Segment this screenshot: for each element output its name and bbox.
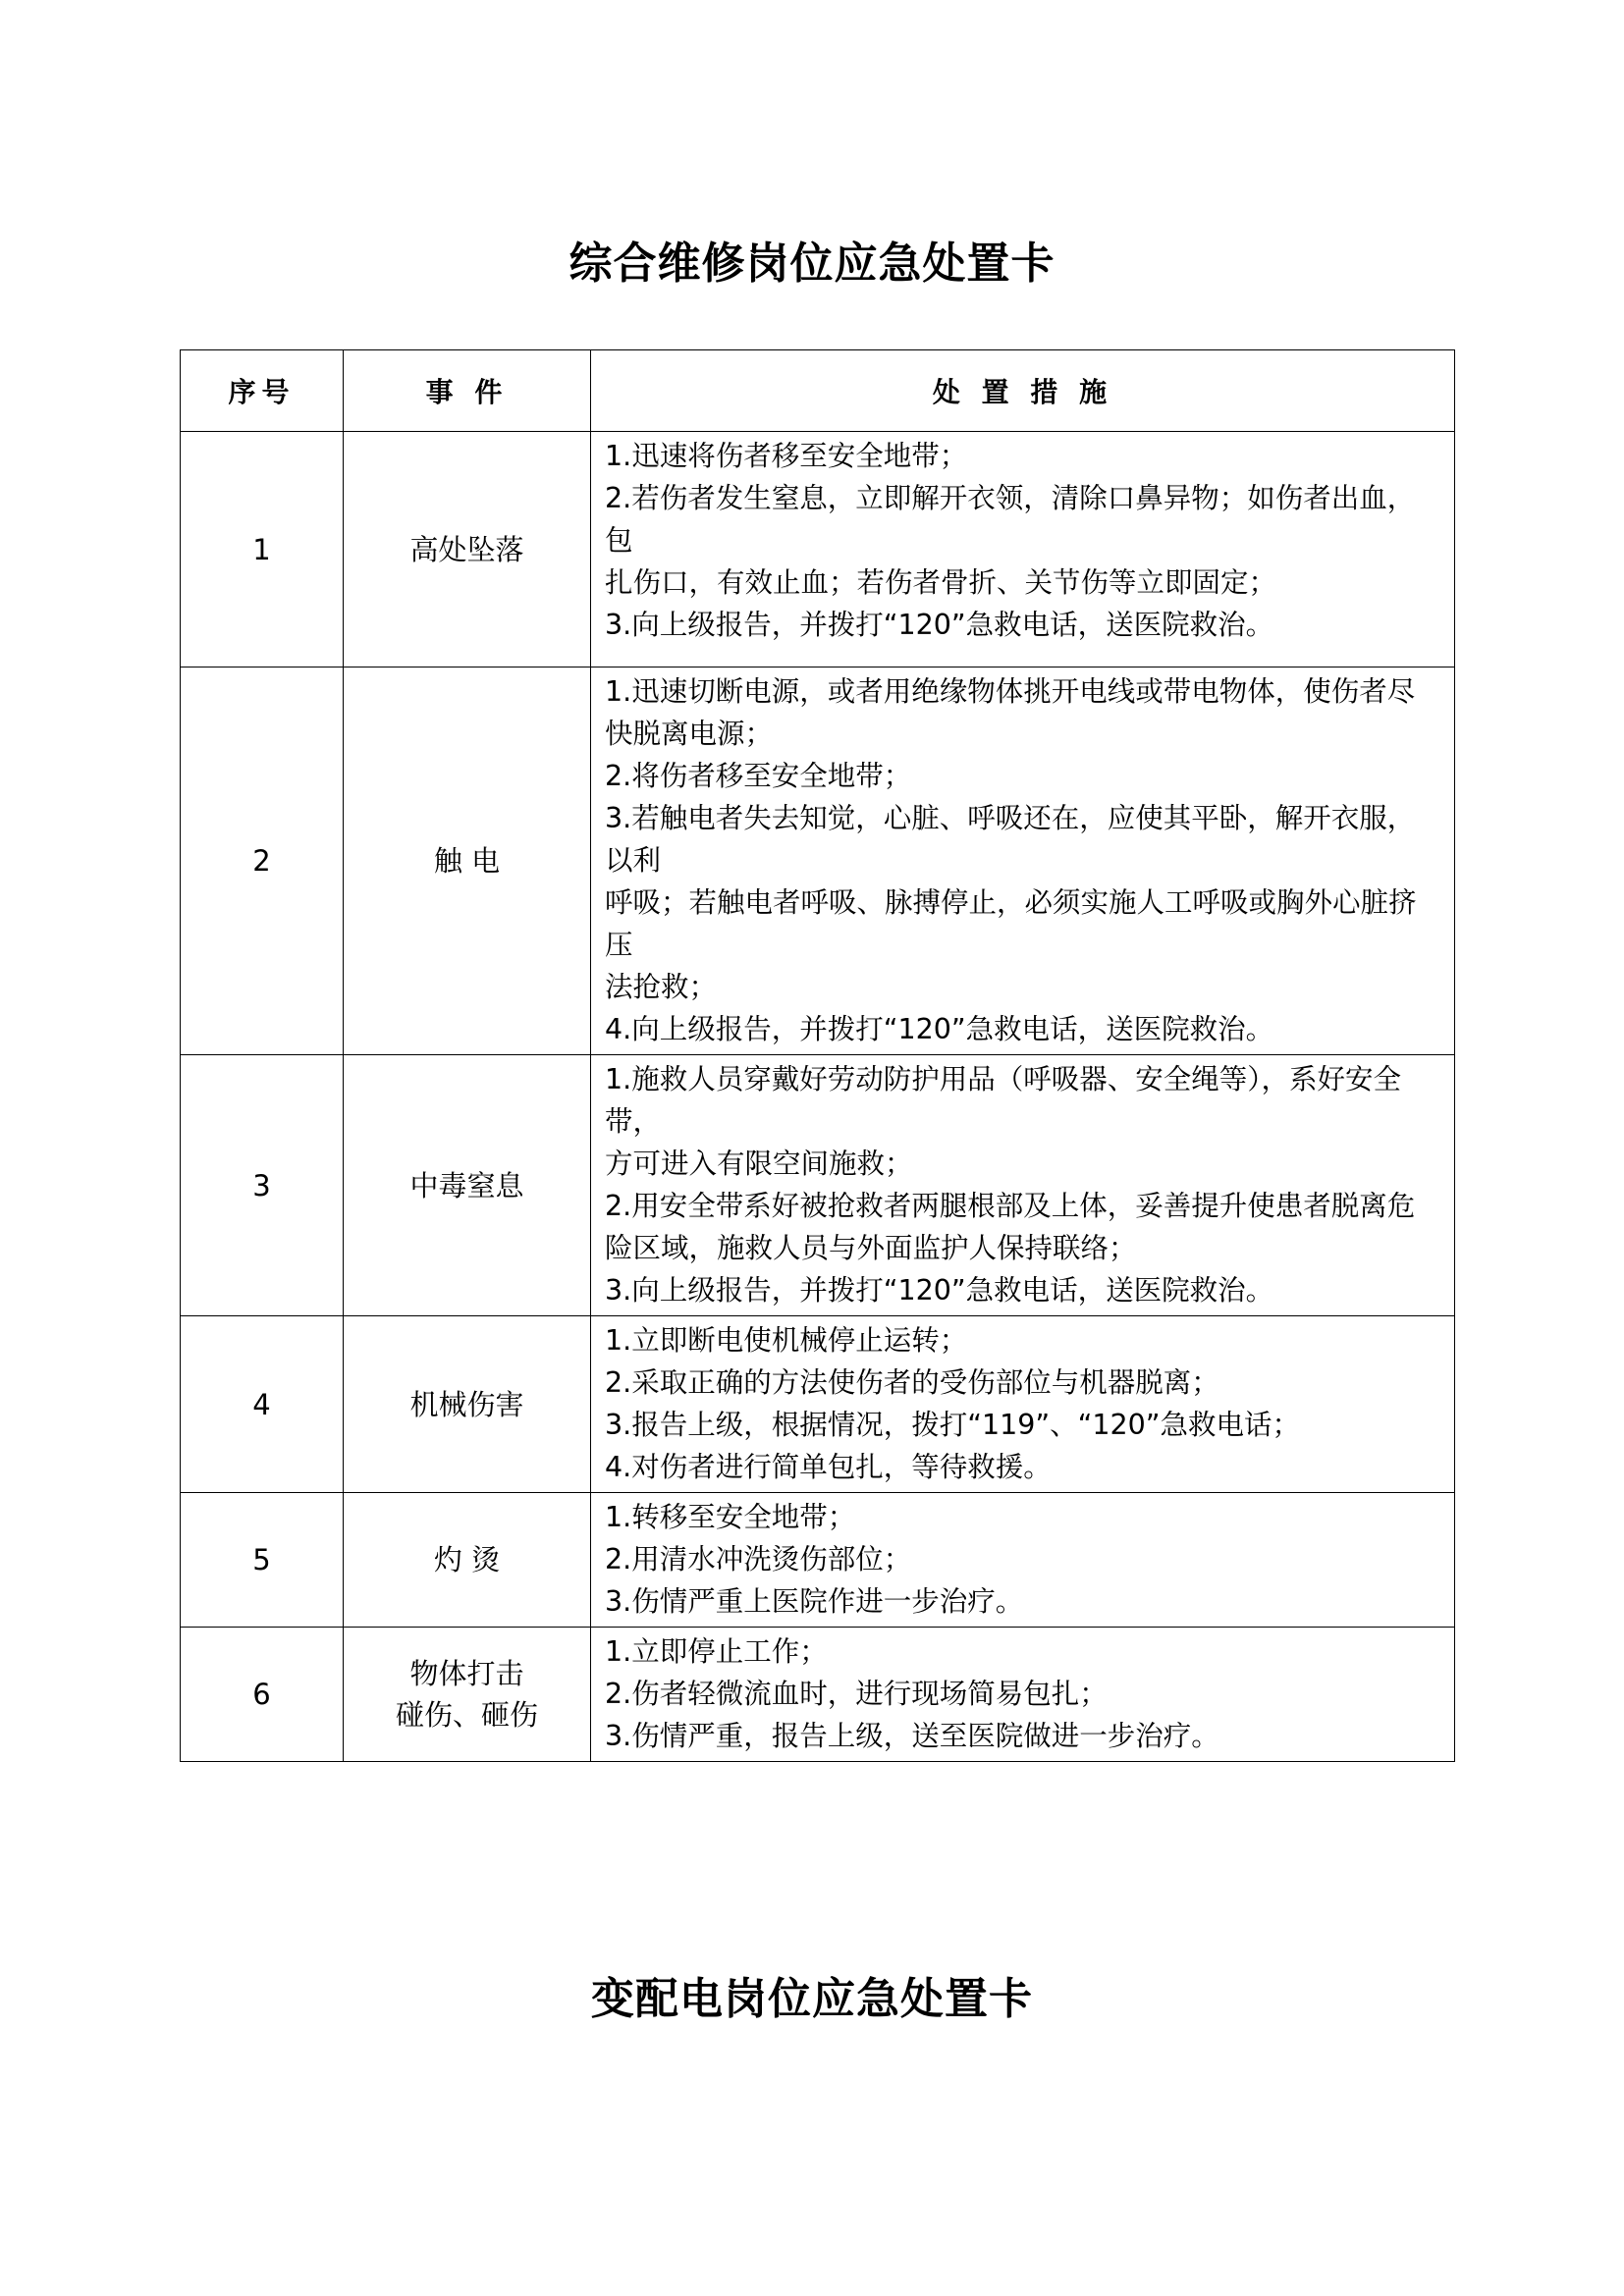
measure-line: 2.采取正确的方法使伤者的受伤部位与机器脱离；	[605, 1366, 1219, 1399]
measure-line: 呼吸；若触电者呼吸、脉搏停止，必须实施人工呼吸或胸外心脏挤压	[605, 886, 1417, 961]
measure-line: 2.将伤者移至安全地带；	[605, 760, 912, 792]
row-number: 6	[181, 1628, 344, 1762]
row-number: 5	[181, 1493, 344, 1628]
row-number: 2	[181, 667, 344, 1055]
measures-cell	[591, 1055, 1455, 1316]
table-row	[181, 1316, 1455, 1493]
event-line: 中毒窒息	[409, 1168, 524, 1202]
measure-line: 1.立即断电使机械停止运转；	[605, 1324, 968, 1357]
emergency-table	[180, 349, 1455, 1762]
event-line: 灼 烫	[433, 1543, 501, 1576]
event-line: 高处坠落	[409, 532, 524, 566]
table-row	[181, 667, 1455, 1055]
measure-line: 2.用安全带系好被抢救者两腿根部及上体，妥善提升使患者脱离危	[605, 1190, 1416, 1222]
table-header-row	[181, 350, 1455, 432]
header-no: 序号	[181, 350, 344, 432]
measure-line: 法抢救；	[605, 971, 718, 1003]
measures-cell	[591, 432, 1455, 667]
event-line: 机械伤害	[409, 1387, 524, 1421]
measure-line: 3.向上级报告，并拨打“120”急救电话，送医院救治。	[605, 1274, 1274, 1307]
measure-line: 3.伤情严重上医院作进一步治疗。	[605, 1585, 1024, 1618]
measure-line: 险区域，施救人员与外面监护人保持联络；	[605, 1232, 1137, 1264]
measure-line: 1.施救人员穿戴好劳动防护用品（呼吸器、安全绳等），系好安全带，	[605, 1063, 1401, 1138]
measure-line: 快脱离电源；	[605, 718, 774, 750]
measure-line: 3.伤情严重，报告上级，送至医院做进一步治疗。	[605, 1720, 1219, 1752]
measure-line: 3.向上级报告，并拨打“120”急救电话，送医院救治。	[605, 609, 1274, 641]
page-title-substation-card: 变配电岗位应急处置卡	[591, 1974, 1033, 2024]
measures-cell	[591, 1628, 1455, 1762]
header-event: 事 件	[344, 350, 591, 432]
measure-line: 1.转移至安全地带；	[605, 1501, 856, 1533]
event-line: 碰伤、砸伤	[395, 1698, 538, 1732]
row-number: 4	[181, 1316, 344, 1493]
measure-line: 3.报告上级，根据情况，拨打“119”、“120”急救电话；	[605, 1409, 1301, 1441]
page-title-maintenance-card: 综合维修岗位应急处置卡	[568, 239, 1056, 289]
measure-line: 1.迅速切断电源，或者用绝缘物体挑开电线或带电物体，使伤者尽	[605, 675, 1416, 708]
measure-line: 2.用清水冲洗烫伤部位；	[605, 1543, 912, 1575]
event-line: 触 电	[433, 844, 501, 878]
table-row	[181, 432, 1455, 667]
table-row	[181, 1493, 1455, 1628]
event-name	[344, 432, 591, 667]
event-name	[344, 1316, 591, 1493]
event-name	[344, 1055, 591, 1316]
measure-line: 4.对伤者进行简单包扎，等待救援。	[605, 1451, 1052, 1483]
event-name	[344, 1628, 591, 1762]
measure-line: 3.若触电者失去知觉，心脏、呼吸还在，应使其平卧，解开衣服，以利	[605, 802, 1416, 877]
measure-line: 方可进入有限空间施救；	[605, 1148, 913, 1180]
event-name	[344, 1493, 591, 1628]
measure-line: 1.立即停止工作；	[605, 1635, 828, 1668]
measures-cell	[591, 667, 1455, 1055]
event-name	[344, 667, 591, 1055]
measure-line: 2.若伤者发生窒息，立即解开衣领，清除口鼻异物；如伤者出血，包	[605, 482, 1416, 557]
measure-line: 1.迅速将伤者移至安全地带；	[605, 440, 968, 472]
header-measures: 处 置 措 施	[591, 350, 1455, 432]
table-row	[181, 1628, 1455, 1762]
measure-line: 2.伤者轻微流血时，进行现场简易包扎；	[605, 1678, 1108, 1710]
row-number: 1	[181, 432, 344, 667]
measures-cell	[591, 1493, 1455, 1628]
table-row	[181, 1055, 1455, 1316]
event-line: 物体打击	[409, 1657, 524, 1690]
measures-cell	[591, 1316, 1455, 1493]
row-number: 3	[181, 1055, 344, 1316]
measure-line: 4.向上级报告，并拨打“120”急救电话，送医院救治。	[605, 1013, 1274, 1045]
measure-line: 扎伤口，有效止血；若伤者骨折、关节伤等立即固定；	[605, 566, 1277, 599]
